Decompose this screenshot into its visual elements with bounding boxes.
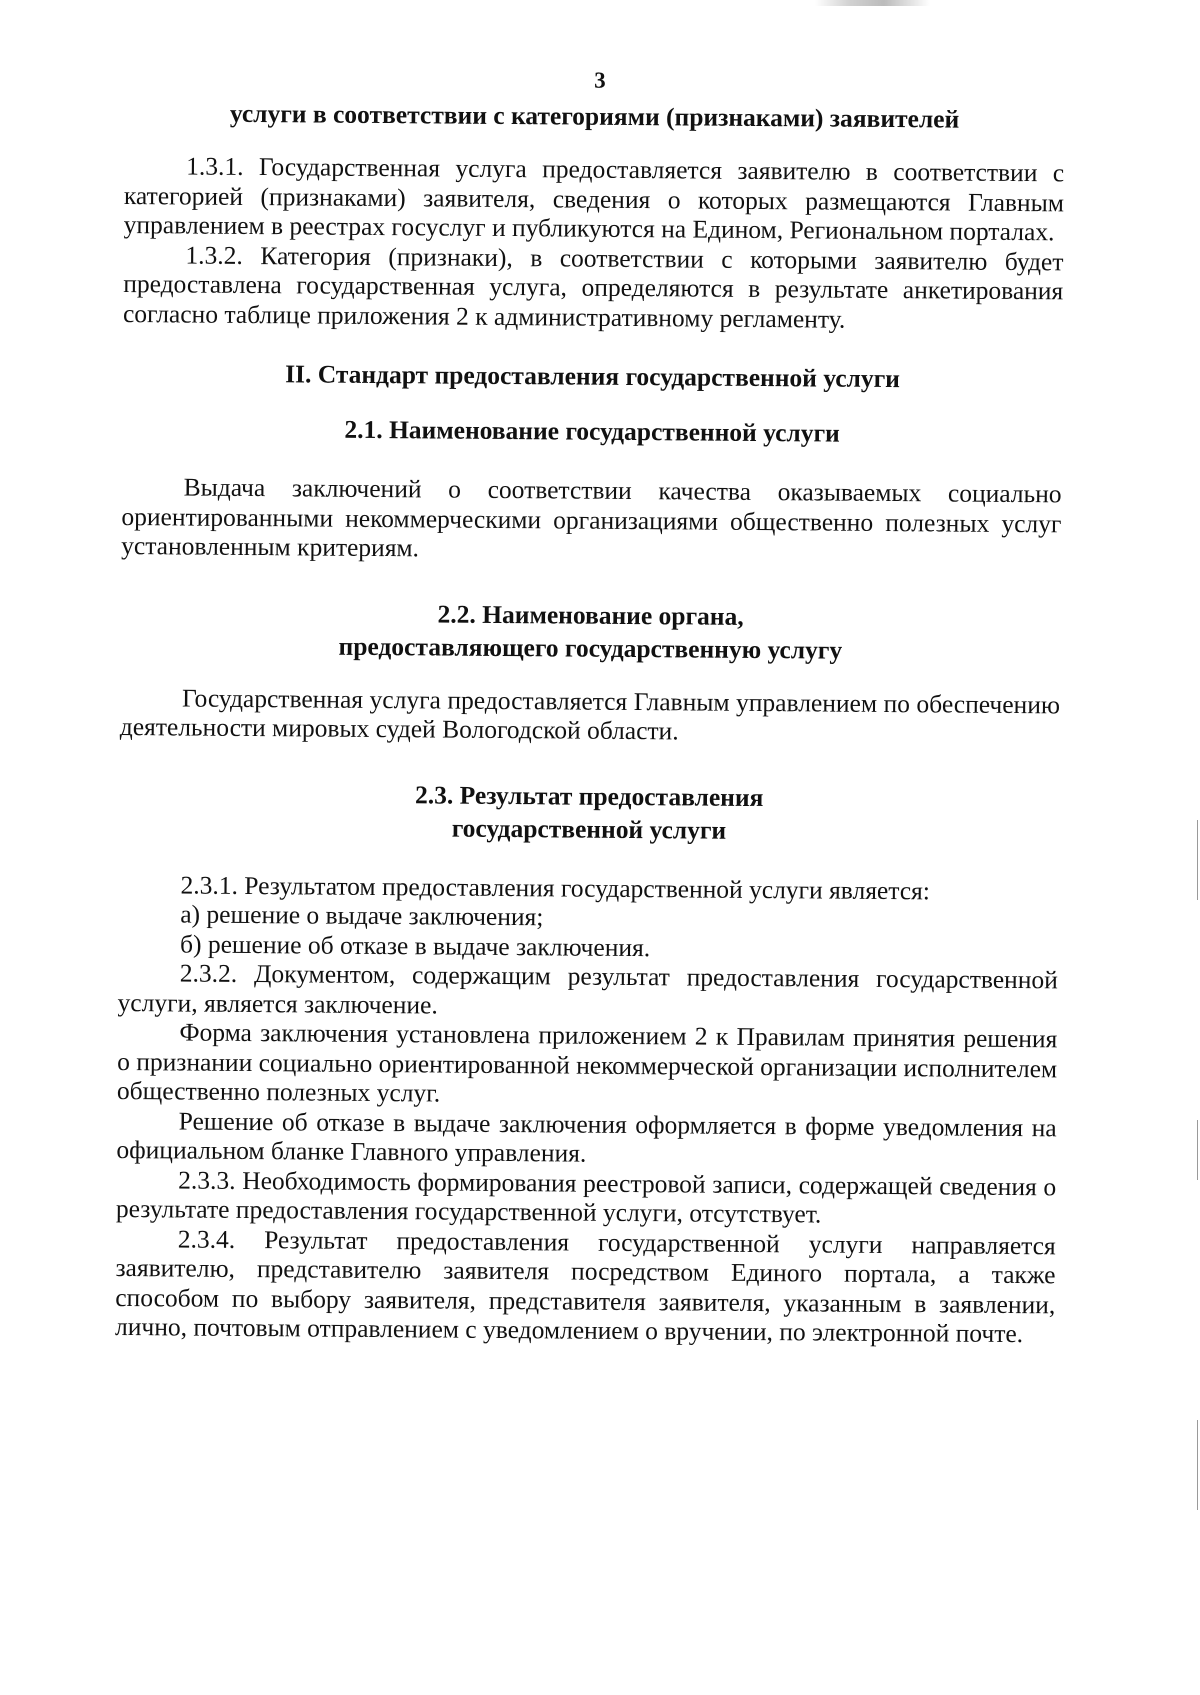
paragraph-2-1: Выдача заключений о соответствии качества оказываемых социально ориентированными некоммерческими организациями общественно полезных услуг установленным критериям.	[121, 472, 1062, 563]
scan-edge-line	[1197, 1120, 1198, 1180]
paragraph-2-3-3: 2.3.3. Необходимость формирования реестровой записи, содержащей сведения о результате предоставления государственной услуги, отсутствует.	[115, 1164, 1057, 1229]
paragraph-2-3-4: 2.3.4. Результат предоставления государственной услуги направляется заявителю, представителю заявителя посредством Единого портала, а также способом по выбору заявителя, представителя заявителя, указанным в заявлении, лично, почтовым отправлением с уведомлением о вручении, по электронной почте.	[114, 1223, 1056, 1349]
heading-2-2-line2: предоставляющего государственную услугу	[338, 631, 843, 665]
scan-edge-line	[1197, 1420, 1198, 1510]
page-number: 3	[594, 67, 606, 93]
list-item-a: а) решение о выдаче заключения;	[180, 899, 544, 932]
heading-2-3-line2: государственной услуги	[451, 813, 727, 845]
paragraph-1-3-1: 1.3.1. Государственная услуга предоставляется заявителю в соответствии с категорией (признаками) заявителя, сведения о которых размещаются Главным управлением в реестрах госуслуг и публикуются на Едином, Региональном порталах.	[123, 151, 1065, 247]
scan-edge-line	[1197, 820, 1198, 900]
paragraph-1-3-2: 1.3.2. Категория (признаки), в соответствии с которыми заявителю будет предоставлена государственная услуга, определяются в результате анкетирования согласно таблице приложения 2 к административному регламенту.	[122, 239, 1064, 334]
paragraph-conclusion-form: Форма заключения установлена приложением 2 к Правилам принятия решения о признании социально ориентированной некоммерческой организации исполнителем общественно полезных услуг.	[116, 1017, 1058, 1108]
page-content	[115, 62, 1065, 1349]
heading-2-1: 2.1. Наименование государственной услуги	[344, 414, 840, 448]
heading-2-3-line1: 2.3. Результат предоставления	[414, 779, 764, 812]
scan-artifact	[815, 0, 930, 6]
heading-section-2: II. Стандарт предоставления государственной услуги	[285, 359, 901, 394]
paragraph-refusal-notice: Решение об отказе в выдаче заключения оформляется в форме уведомления на официальном бланке Главного управления.	[116, 1105, 1057, 1168]
list-item-b: б) решение об отказе в выдаче заключения.	[179, 928, 651, 962]
paragraph-2-3-1: 2.3.1. Результатом предоставления государственной услуги является:	[180, 869, 931, 905]
paragraph-2-3-2: 2.3.2. Документом, содержащим результат предоставления государственной услуги, является заключение.	[117, 958, 1058, 1019]
paragraph-2-2: Государственная услуга предоставляется Главным управлением по обеспечению деятельности мировых судей Вологодской области.	[119, 682, 1061, 746]
heading-2-2-line1: 2.2. Наименование органа,	[437, 598, 744, 631]
heading-applicant-categories: услуги в соответствии с категориями (признаками) заявителей	[229, 98, 960, 134]
